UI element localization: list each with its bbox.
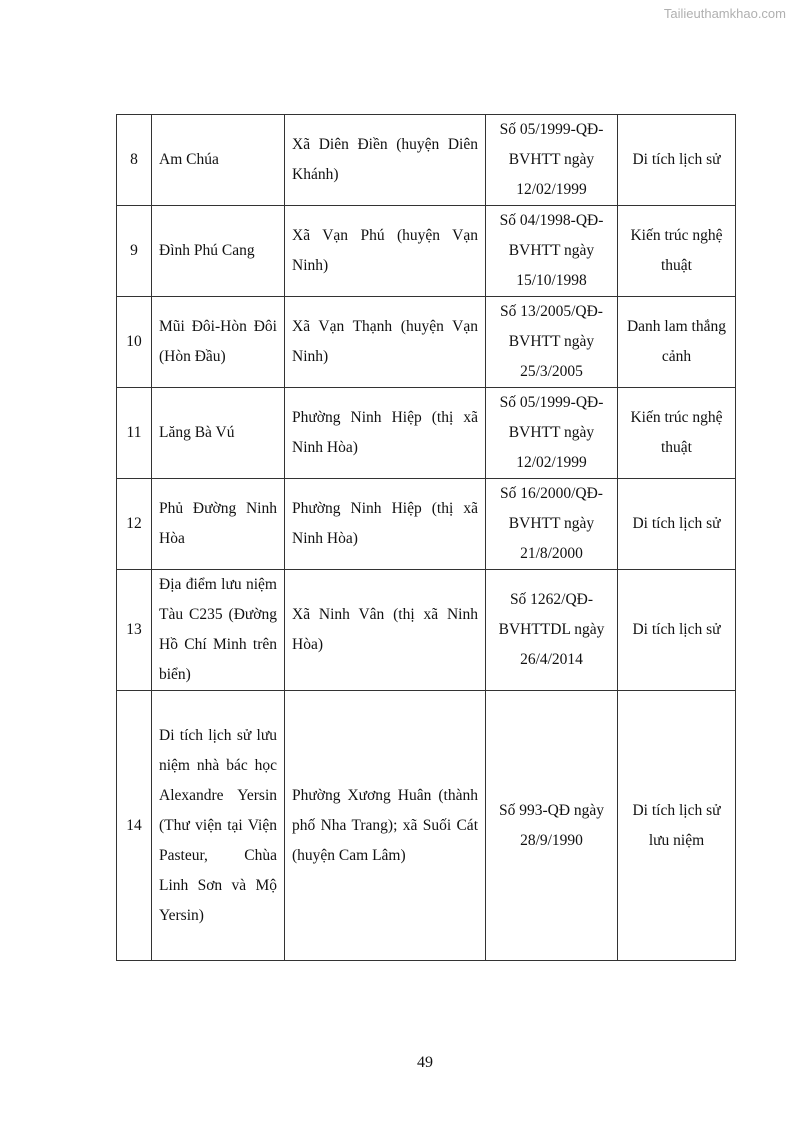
site-location: Xã Diên Điền (huyện Diên Khánh)	[285, 115, 486, 206]
site-type: Di tích lịch sử	[618, 115, 736, 206]
site-type: Di tích lịch sử	[618, 570, 736, 691]
heritage-table	[116, 114, 736, 961]
table-row	[117, 388, 736, 479]
site-name: Địa điểm lưu niệm Tàu C235 (Đường Hồ Chí Minh trên biển)	[152, 570, 285, 691]
page-number: 49	[417, 1054, 433, 1071]
decision-number: Số 13/2005/QĐ-BVHTT ngày 25/3/2005	[486, 297, 618, 388]
decision-number: Số 04/1998-QĐ-BVHTT ngày 15/10/1998	[486, 206, 618, 297]
site-name: Am Chúa	[152, 115, 285, 206]
site-location: Xã Ninh Vân (thị xã Ninh Hòa)	[285, 570, 486, 691]
site-type: Danh lam thắng cảnh	[618, 297, 736, 388]
row-number: 8	[117, 115, 152, 206]
decision-number: Số 05/1999-QĐ-BVHTT ngày 12/02/1999	[486, 388, 618, 479]
site-location: Phường Xương Huân (thành phố Nha Trang); xã Suối Cát (huyện Cam Lâm)	[285, 691, 486, 961]
site-type: Di tích lịch sử	[618, 479, 736, 570]
watermark: Tailieuthamkhao.com	[663, 6, 786, 21]
site-name: Đình Phú Cang	[152, 206, 285, 297]
site-location: Xã Vạn Phú (huyện Vạn Ninh)	[285, 206, 486, 297]
site-location: Xã Vạn Thạnh (huyện Vạn Ninh)	[285, 297, 486, 388]
site-location: Phường Ninh Hiệp (thị xã Ninh Hòa)	[285, 388, 486, 479]
site-name: Phủ Đường Ninh Hòa	[152, 479, 285, 570]
site-location: Phường Ninh Hiệp (thị xã Ninh Hòa)	[285, 479, 486, 570]
site-type: Kiến trúc nghệ thuật	[618, 388, 736, 479]
table-row	[117, 206, 736, 297]
table-row	[117, 115, 736, 206]
site-name: Mũi Đôi-Hòn Đôi (Hòn Đầu)	[152, 297, 285, 388]
site-name: Di tích lịch sử lưu niệm nhà bác học Alexandre Yersin (Thư viện tại Viện Pasteur, Chùa Linh Sơn và Mộ Yersin)	[152, 691, 285, 961]
table-row	[117, 691, 736, 961]
table-row	[117, 297, 736, 388]
site-type: Kiến trúc nghệ thuật	[618, 206, 736, 297]
table-row	[117, 570, 736, 691]
decision-number: Số 1262/QĐ-BVHTTDL ngày 26/4/2014	[486, 570, 618, 691]
site-type: Di tích lịch sử lưu niệm	[618, 691, 736, 961]
row-number: 13	[117, 570, 152, 691]
row-number: 9	[117, 206, 152, 297]
decision-number: Số 993-QĐ ngày 28/9/1990	[486, 691, 618, 961]
row-number: 14	[117, 691, 152, 961]
row-number: 11	[117, 388, 152, 479]
decision-number: Số 05/1999-QĐ-BVHTT ngày 12/02/1999	[486, 115, 618, 206]
row-number: 10	[117, 297, 152, 388]
table-row	[117, 479, 736, 570]
decision-number: Số 16/2000/QĐ-BVHTT ngày 21/8/2000	[486, 479, 618, 570]
row-number: 12	[117, 479, 152, 570]
site-name: Lăng Bà Vú	[152, 388, 285, 479]
